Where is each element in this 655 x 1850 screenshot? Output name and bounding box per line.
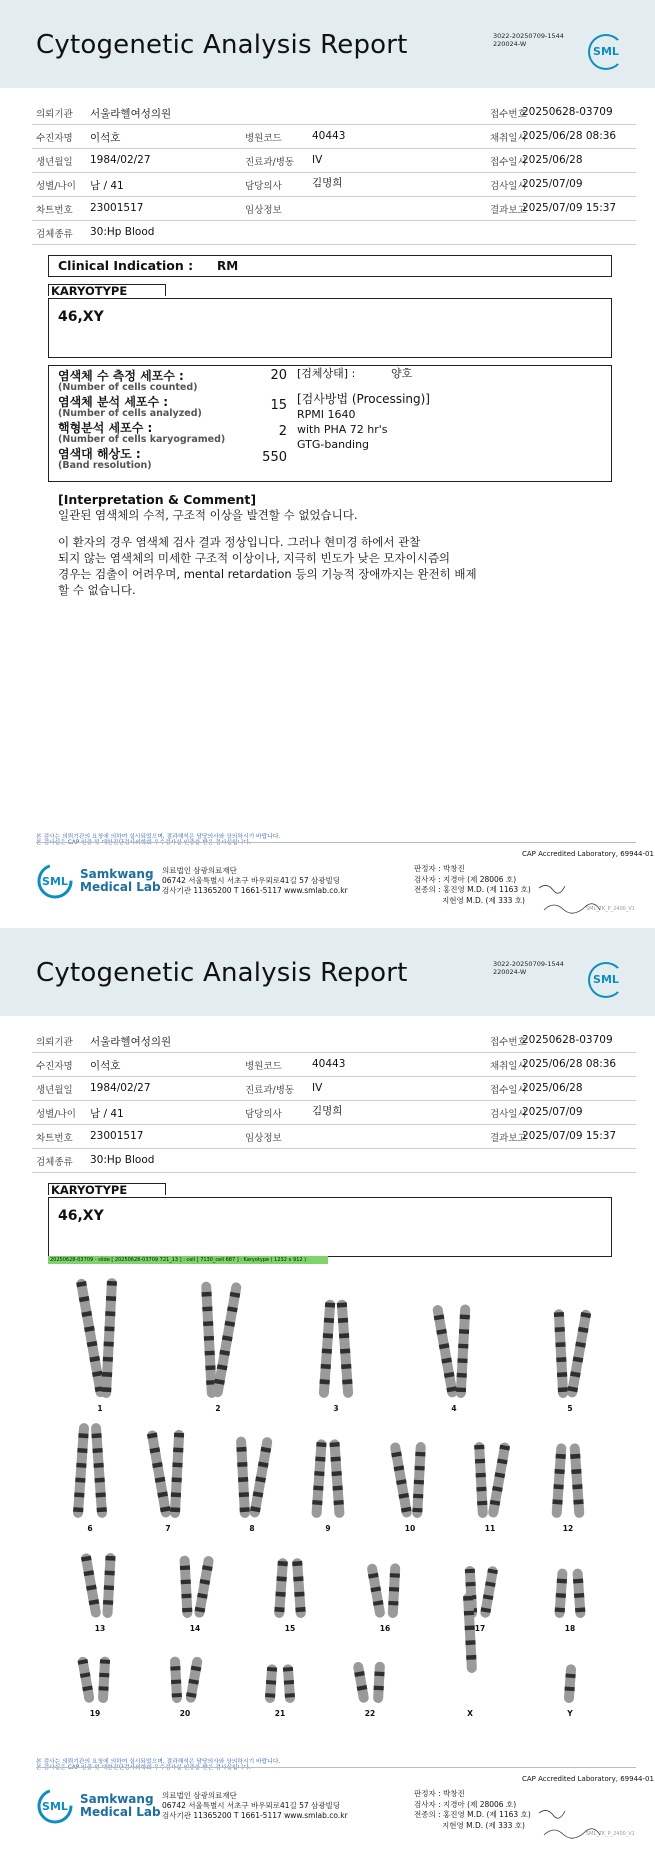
chromosome-label: X [467, 1709, 473, 1718]
chromosome-label: 9 [325, 1524, 331, 1533]
footer-1: 본 검사는 의뢰기관의 요청에 의하여 실시되었으며, 결과해석은 담당의사와 상의하시기 바랍니다. 본 검사실은 CAP 인증 및 대한진단검사의학회 우수검사실 인증을 받은 검사실입니다. CAP Accredited Laboratory, 69944-01 SML Samkwang Medical Lab 의료법인 삼광의료재단 06742 서울특별시 서초구 바우뫼로41길 57 삼광빌딩 검사기관 11365200 T 1661-5117 www.smlab.co.kr 판정자 : 박창진 검사자 : 지경아 (제 28006 호) 전종의 : 홍진영 M.D. (제 1163 호) 지현영 M.D. (제 333 호) SML_TK_P_2400_V1 [36, 838, 655, 925]
chromosome-2 [212, 1282, 242, 1398]
chromosome-label: 12 [562, 1524, 574, 1533]
chromosome-label: 22 [364, 1709, 376, 1718]
chromosome-2 [201, 1281, 217, 1398]
chromosome-9 [311, 1439, 326, 1518]
chromosome-18 [554, 1568, 567, 1618]
patient-info-table-2: 의뢰기관 서울라헬여성의원 접수번호 20250628-03709 수진자명 이석호 병원코드 40443 채취일시 2025/06/28 08:36 생년월일 1984/02/27 진료과/병동 IV 접수일시 2025/06/28 성별/나이 남 / 41 담당의사 김명희 검사일시 2025/07/09 차트번호 23001517 임상정보 결과보고 2025/07/09 15:37 검체종류 30:Hp Blood [32, 1029, 636, 1173]
chromosome-label: 10 [404, 1524, 416, 1533]
chromosome-3 [337, 1299, 354, 1398]
chromosome-13 [80, 1553, 101, 1619]
sml-logo-2: SML [588, 962, 624, 998]
chromosome-19 [77, 1656, 95, 1703]
chromosome-11 [487, 1442, 510, 1519]
report-header [0, 0, 655, 88]
chromosome-label: 16 [379, 1624, 391, 1633]
chromosome-label: 6 [87, 1524, 93, 1533]
chromosome-10 [412, 1442, 426, 1518]
chromosome-6 [91, 1423, 108, 1518]
chromosome-12 [569, 1443, 584, 1518]
signature-image-2 [534, 1805, 624, 1843]
chromosome-label: 21 [274, 1709, 286, 1718]
chromosome-21 [283, 1664, 296, 1703]
chromosome-label: 7 [165, 1524, 171, 1533]
chromosome-Y [564, 1664, 577, 1703]
chromosome-11 [474, 1442, 488, 1518]
chromosome-1 [76, 1278, 107, 1398]
chromosome-14 [179, 1555, 192, 1618]
chromosome-label: 3 [333, 1404, 339, 1413]
chromosome-label: 2 [215, 1404, 221, 1413]
sml-footer-logo-icon [36, 1787, 74, 1825]
karyotype-tab-2: KARYOTYPE [48, 1183, 166, 1195]
chromosome-5 [554, 1309, 569, 1398]
chromosome-20 [185, 1656, 203, 1703]
chromosome-16 [366, 1563, 385, 1619]
cell-counts-box: 염색체 수 측정 세포수 : (Number of cells counted) 20 염색체 분석 세포수 : (Number of cells analyzed) 15 핵형분석 세포수 : (Number of cells karyogramed) 2 염색대 해상도 : (Band resolution) 550 [검체상태] : 양호 [검사방법 (Processing)] RPMI 1640 with PHA 72 hr's GTG-banding [48, 365, 612, 482]
chromosome-17 [480, 1566, 499, 1619]
chromosome-21 [265, 1664, 278, 1703]
chromosome-4 [432, 1304, 458, 1398]
chromosome-label: Y [567, 1709, 573, 1718]
chromosome-22 [373, 1661, 385, 1703]
chromosome-7 [170, 1430, 185, 1519]
chromosome-8 [249, 1436, 273, 1518]
chromosome-label: 8 [249, 1524, 255, 1533]
chromosome-5 [566, 1309, 591, 1398]
chromosome-16 [388, 1563, 401, 1618]
chromosome-label: 13 [94, 1624, 106, 1633]
chromosome-3 [319, 1299, 336, 1398]
signature-image [534, 880, 624, 918]
karyotype-tab: KARYOTYPE [48, 284, 166, 296]
chromosome-9 [329, 1439, 344, 1518]
svg-text:SML: SML [42, 1800, 68, 1813]
chromosome-1 [101, 1278, 117, 1398]
chromosome-12 [551, 1443, 566, 1518]
interpretation-section: [Interpretation & Comment] 일관된 염색체의 수적, 구조적 이상을 발견할 수 없었습니다. 이 환자의 경우 염색체 검사 결과 정상입니다. 그러나 현미경 하에서 관찰 되지 않는 염색체의 미세한 구조적 이상이나, 지극히 빈도가 낮은 모자이시즘의 경우는 검출이 어려우며, mental retardation 등의 기능적 장애까지는 완전히 배제 할 수 없습니다. [58, 492, 477, 597]
chromosome-15 [292, 1558, 306, 1618]
chromosome-label: 4 [451, 1404, 457, 1413]
chromosome-14 [194, 1555, 215, 1618]
chromosome-label: 17 [474, 1624, 486, 1633]
karyotype-box-2: 46,XY [48, 1197, 612, 1257]
footer-2: 본 검사는 의뢰기관의 요청에 의하여 실시되었으며, 결과해석은 담당의사와 상의하시기 바랍니다. 본 검사실은 CAP 인증 및 대한진단검사의학회 우수검사실 인증을 받은 검사실입니다. CAP Accredited Laboratory, 69944-01 SML Samkwang Medical Lab 의료법인 삼광의료재단 06742 서울특별시 서초구 바우뫼로41길 57 삼광빌딩 검사기관 11365200 T 1661-5117 www.smlab.co.kr 판정자 : 박창진 검사자 : 지경아 (제 28006 호) 전종의 : 홍진영 M.D. (제 1163 호) 지현영 M.D. (제 333 호) SML_TK_P_2400_V1 [36, 1763, 655, 1850]
chromosome-label: 11 [484, 1524, 496, 1533]
chromosome-label: 1 [97, 1404, 103, 1413]
chromosome-label: 14 [189, 1624, 201, 1633]
chromosome-label: 20 [179, 1709, 191, 1718]
chromosome-label: 18 [564, 1624, 576, 1633]
chromosome-6 [73, 1423, 90, 1518]
report-id: 3022-20250709-1544 220024-W [493, 32, 564, 48]
chromosome-label: 5 [567, 1404, 573, 1413]
chromosome-22 [352, 1661, 369, 1703]
karyotype-value: 46,XY [58, 309, 104, 325]
karyotype-box [48, 298, 612, 358]
karyogram-caption: 20250628-03709 - slide [ 20250628-03709 721_13 ] : cell [ 7130_cell 687 ] : Karyotype ( 1232 x 912 ) [48, 1256, 328, 1264]
sml-logo: SML [588, 34, 624, 70]
clinical-indication-box: Clinical Indication : RM [48, 255, 612, 277]
report-title: Cytogenetic Analysis Report [36, 30, 408, 60]
karyogram-image [40, 1268, 620, 1728]
chromosome-15 [274, 1558, 288, 1618]
report-header-2: Cytogenetic Analysis Report 3022-20250709-1544 220024-W SML [0, 928, 655, 1016]
chromosome-19 [98, 1656, 110, 1703]
chromosome-7 [146, 1430, 171, 1519]
patient-info-table: 의뢰기관 서울라헬여성의원 접수번호 20250628-03709 수진자명 이석호 병원코드 40443 채취일시 2025/06/28 08:36 생년월일 1984/02/27 진료과/병동 IV 접수일시 2025/06/28 성별/나이 남 / 41 담당의사 김명희 검사일시 2025/07/09 차트번호 23001517 임상정보 결과보고 2025/07/09 15:37 검체종류 30:Hp Blood [32, 101, 636, 245]
chromosome-18 [572, 1568, 585, 1618]
chromosome-8 [236, 1436, 250, 1518]
svg-text:SML: SML [42, 875, 68, 888]
chromosome-4 [456, 1304, 471, 1398]
chromosome-10 [389, 1442, 412, 1519]
chromosome-label: 19 [89, 1709, 101, 1718]
sml-footer-logo-icon [36, 862, 74, 900]
chromosome-13 [102, 1553, 115, 1618]
chromosome-20 [170, 1656, 182, 1703]
chromosome-label: 15 [284, 1624, 296, 1633]
